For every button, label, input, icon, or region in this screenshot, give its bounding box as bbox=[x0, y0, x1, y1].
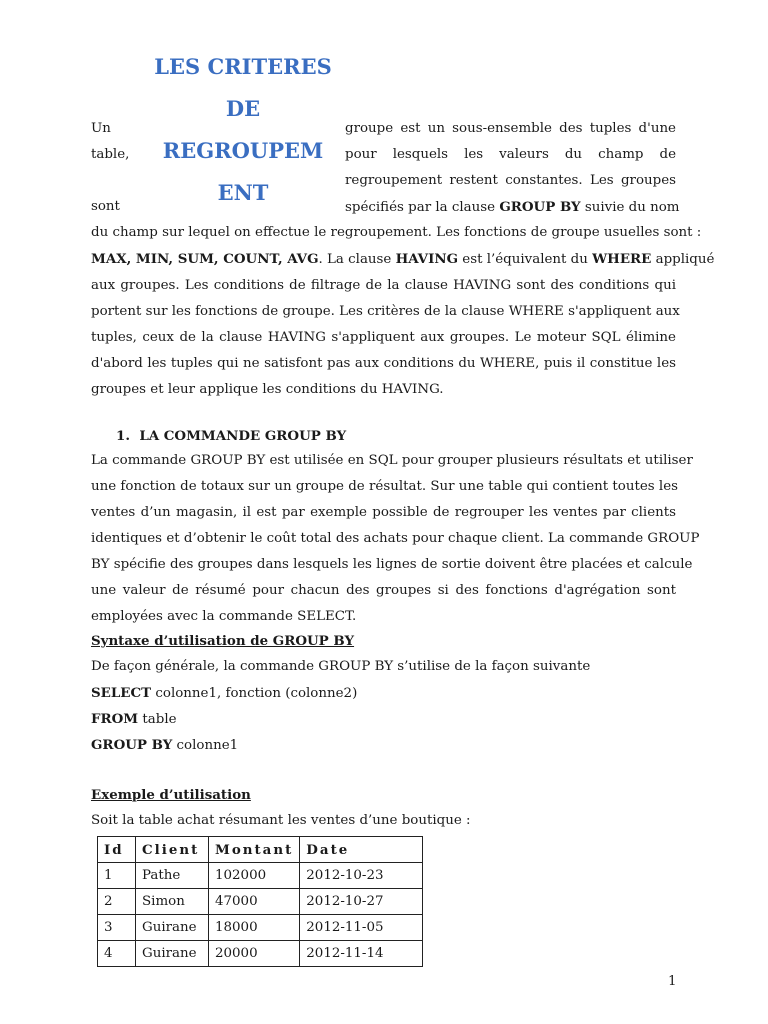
table-header-row bbox=[98, 837, 423, 863]
paragraph-line: BY spécifie des groupes dans lesquels les lignes de sortie doivent être placées et calcule bbox=[91, 557, 693, 572]
table-cell: 20000 bbox=[209, 941, 300, 967]
table-cell: 2 bbox=[98, 889, 136, 915]
title-line: ENT bbox=[217, 180, 269, 205]
achat-table bbox=[97, 836, 423, 967]
page-number: 1 bbox=[668, 974, 677, 989]
column-header: Client bbox=[136, 837, 209, 863]
table-cell: Pathe bbox=[136, 863, 209, 889]
intro-line: spécifiés par la clause GROUP BY suivie du nom bbox=[345, 199, 680, 215]
paragraph-line: groupes et leur applique les conditions du HAVING. bbox=[91, 382, 444, 397]
paragraph-line: du champ sur lequel on effectue le regroupement. Les fonctions de groupe usuelles sont : bbox=[91, 225, 702, 240]
column-header: Id bbox=[98, 837, 136, 863]
table-cell: 2012-11-14 bbox=[300, 941, 423, 967]
intro-line: regroupement restent constantes. Les groupes bbox=[345, 173, 676, 188]
table-cell: Simon bbox=[136, 889, 209, 915]
table-cell: 102000 bbox=[209, 863, 300, 889]
table-cell: 18000 bbox=[209, 915, 300, 941]
paragraph-line: tuples, ceux de la clause HAVING s'appliquent aux groupes. Le moteur SQL élimine bbox=[91, 330, 676, 345]
document-title bbox=[148, 46, 338, 214]
paragraph-group-by-intro bbox=[91, 220, 715, 403]
table-row bbox=[98, 915, 423, 941]
section-heading: 1. LA COMMANDE GROUP BY bbox=[116, 428, 347, 444]
paragraph-line: une valeur de résumé pour chacun des groupes si des fonctions d'agrégation sont bbox=[91, 583, 676, 598]
code-line-group-by: GROUP BY colonne1 bbox=[91, 737, 239, 753]
paragraph-line: d'abord les tuples qui ne satisfont pas aux conditions du WHERE, puis il constitue les bbox=[91, 356, 676, 371]
table-cell: 2012-10-27 bbox=[300, 889, 423, 915]
table-cell: 1 bbox=[98, 863, 136, 889]
column-header: Date bbox=[300, 837, 423, 863]
paragraph-line: MAX, MIN, SUM, COUNT, AVG. La clause HAVING est l’équivalent du WHERE appliqué bbox=[91, 251, 715, 267]
table-cell: 3 bbox=[98, 915, 136, 941]
table-row bbox=[98, 889, 423, 915]
paragraph-line: aux groupes. Les conditions de filtrage de la clause HAVING sont des conditions qui bbox=[91, 278, 676, 293]
paragraph-line: employées avec la commande SELECT. bbox=[91, 609, 357, 624]
column-header: Montant bbox=[209, 837, 300, 863]
table-cell: Guirane bbox=[136, 915, 209, 941]
intro-word: table, bbox=[91, 147, 130, 162]
paragraph-line: une fonction de totaux sur un groupe de résultat. Sur une table qui contient toutes les bbox=[91, 479, 678, 494]
example-heading: Exemple d’utilisation bbox=[91, 787, 251, 803]
table-cell: Guirane bbox=[136, 941, 209, 967]
table-cell: 4 bbox=[98, 941, 136, 967]
title-line: REGROUPEM bbox=[162, 138, 324, 163]
paragraph-line: identiques et d’obtenir le coût total des achats pour chaque client. La commande GROUP bbox=[91, 531, 700, 546]
intro-line: pour lesquels les valeurs du champ de bbox=[345, 147, 676, 162]
paragraph-line: La commande GROUP BY est utilisée en SQL pour grouper plusieurs résultats et utiliser bbox=[91, 453, 693, 468]
title-line: DE bbox=[225, 96, 261, 121]
table-row bbox=[98, 863, 423, 889]
paragraph-line: portent sur les fonctions de groupe. Les critères de la clause WHERE s'appliquent aux bbox=[91, 304, 680, 319]
title-line: LES CRITERES bbox=[154, 54, 332, 79]
intro-line: groupe est un sous-ensemble des tuples d'une bbox=[345, 121, 676, 136]
code-line-select: SELECT colonne1, fonction (colonne2) bbox=[91, 685, 358, 701]
paragraph-line: ventes d’un magasin, il est par exemple possible de regrouper les ventes par clients bbox=[91, 505, 676, 520]
table-cell: 47000 bbox=[209, 889, 300, 915]
table-row bbox=[98, 941, 423, 967]
example-intro: Soit la table achat résumant les ventes d’une boutique : bbox=[91, 813, 471, 828]
paragraph-group-by-command bbox=[91, 448, 700, 630]
intro-word: sont bbox=[91, 199, 120, 214]
intro-word: Un bbox=[91, 121, 111, 136]
table-cell: 2012-11-05 bbox=[300, 915, 423, 941]
syntax-intro: De façon générale, la commande GROUP BY s’utilise de la façon suivante bbox=[91, 659, 591, 674]
code-line-from: FROM table bbox=[91, 711, 177, 727]
table-cell: 2012-10-23 bbox=[300, 863, 423, 889]
syntax-heading: Syntaxe d’utilisation de GROUP BY bbox=[91, 633, 355, 649]
